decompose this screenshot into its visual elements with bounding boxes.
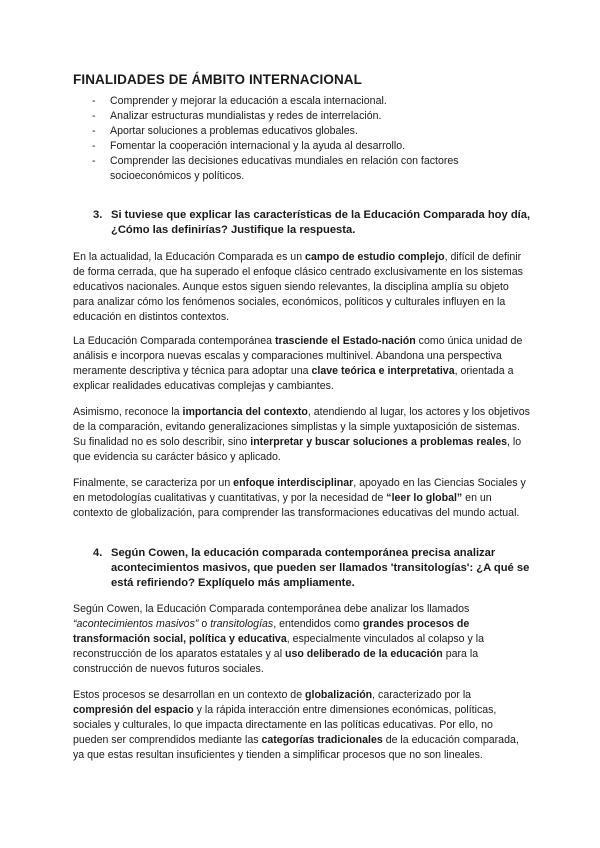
bold-phrase: categorías tradicionales: [261, 734, 383, 746]
question-4: [93, 546, 533, 591]
bold-phrase: uso deliberado de la educación: [285, 648, 443, 660]
bullet-dash: -: [92, 95, 96, 107]
section-heading: FINALIDADES DE ÁMBITO INTERNACIONAL: [73, 72, 362, 87]
text-run: Asimismo, reconoce la: [73, 406, 183, 418]
question-text: Según Cowen, la educación comparada contemporánea precisa analizar acontecimientos masivos, que pueden ser llamados 'transitologías': ¿A qué se está refiriendo? Explíquelo más ampliamente.: [111, 547, 530, 589]
bullet-dash: -: [92, 155, 96, 167]
bold-phrase: “leer lo global”: [386, 492, 463, 504]
bold-phrase: importancia del contexto: [182, 406, 308, 418]
text-run: como única unidad de análisis e incorpora nuevas escalas y comparaciones multinivel. Abandona una perspectiva meramente descriptiva y técnica para adoptar una: [73, 335, 523, 377]
question-number: 3.: [93, 209, 103, 221]
text-run: , caracterizado por la: [372, 689, 472, 701]
list-item-text: Comprender y mejorar la educación a escala internacional.: [110, 95, 387, 107]
bold-phrase: globalización: [305, 689, 373, 701]
text-run: La Educación Comparada contemporánea: [73, 335, 276, 347]
list-item: [92, 139, 532, 154]
text-run: Finalmente, se caracteriza por un: [73, 477, 234, 489]
bullet-dash: -: [92, 140, 96, 152]
bold-phrase: interpretar y buscar soluciones a problemas reales: [250, 436, 507, 448]
bold-phrase: compresión del espacio: [73, 704, 194, 716]
text-run: en un contexto de globalización, para comprender las transformaciones educativas del mundo actual.: [73, 492, 520, 519]
paragraph: [73, 688, 531, 763]
question-number: 4.: [93, 547, 103, 559]
list-item-text: Aportar soluciones a problemas educativos globales.: [110, 125, 358, 137]
bold-phrase: clave teórica e interpretativa: [311, 365, 455, 377]
bullet-dash: -: [92, 110, 96, 122]
paragraph: [73, 334, 531, 394]
bold-phrase: enfoque interdisciplinar: [233, 477, 354, 489]
goals-list: [92, 94, 532, 184]
list-item: [92, 154, 532, 184]
text-run: En la actualidad, la Educación Comparada es un: [73, 251, 306, 263]
text-run: o: [198, 618, 211, 630]
text-run: para la construcción de nuevos futuros sociales.: [73, 648, 479, 675]
italic-phrase: transitologías: [210, 618, 274, 630]
list-item: [92, 94, 532, 109]
text-run: Estos procesos se desarrollan en un contexto de: [73, 689, 306, 701]
text-run: , especialmente vinculados al colapso y la reconstrucción de los aparatos estatales y al: [73, 633, 484, 660]
italic-phrase: “acontecimientos masivos”: [73, 618, 199, 630]
text-run: , lo que evidencia su carácter básico y aplicado.: [73, 436, 522, 463]
text-run: , difícil de definir de forma cerrada, que ha superado el enfoque clásico centrado exclusivamente en los sistemas educativos nacionales. Aunque estos siguen siendo relevantes, la disciplina amplía su objeto para analizar cómo los fenómenos sociales, económicos, políticos y culturales influyen en la educación en distintos contextos.: [73, 251, 523, 323]
list-item-text: Analizar estructuras mundialistas y redes de interrelación.: [110, 110, 382, 122]
bold-phrase: campo de estudio complejo: [305, 251, 445, 263]
text-run: de la educación comparada, ya que estas resultan insuficientes y tienden a simplificar procesos que no son lineales.: [73, 734, 519, 761]
text-run: Según Cowen, la Educación Comparada contemporánea debe analizar los llamados: [73, 603, 470, 615]
list-item: [92, 109, 532, 124]
list-item: [92, 124, 532, 139]
bold-phrase: grandes procesos de transformación social, política y educativa: [73, 618, 470, 645]
list-item-text: Fomentar la cooperación internacional y la ayuda al desarrollo.: [110, 140, 406, 152]
text-run: , atendiendo al lugar, los actores y los objetivos de la comparación, evitando generalizaciones simplistas y la simple yuxtaposición de sistemas. Su finalidad no es solo describir, sino: [73, 406, 530, 448]
question-3: [93, 208, 533, 238]
text-run: , apoyado en las Ciencias Sociales y en metodologías cualitativas y cuantitativas, y por la necesidad de: [73, 477, 526, 504]
paragraph: [73, 250, 531, 325]
list-item-text: Comprender las decisiones educativas mundiales en relación con factores socioeconómicos y políticos.: [110, 155, 459, 182]
paragraph: [73, 476, 531, 521]
question-text: Si tuviese que explicar las características de la Educación Comparada hoy día, ¿Cómo las definirías? Justifique la respuesta.: [111, 209, 531, 236]
paragraph: [73, 602, 531, 677]
bold-phrase: trasciende el Estado-nación: [275, 335, 416, 347]
text-run: , orientada a explicar realidades educativas complejas y cambiantes.: [73, 365, 514, 392]
paragraph: [73, 405, 531, 465]
bullet-dash: -: [92, 125, 96, 137]
text-run: y la rápida interacción entre dimensiones económicas, políticas, sociales y culturales, lo que impacta directamente en las políticas educativas. Por ello, no pueden ser comprendidos mediante las: [73, 704, 497, 746]
text-run: , entendidos como: [273, 618, 363, 630]
